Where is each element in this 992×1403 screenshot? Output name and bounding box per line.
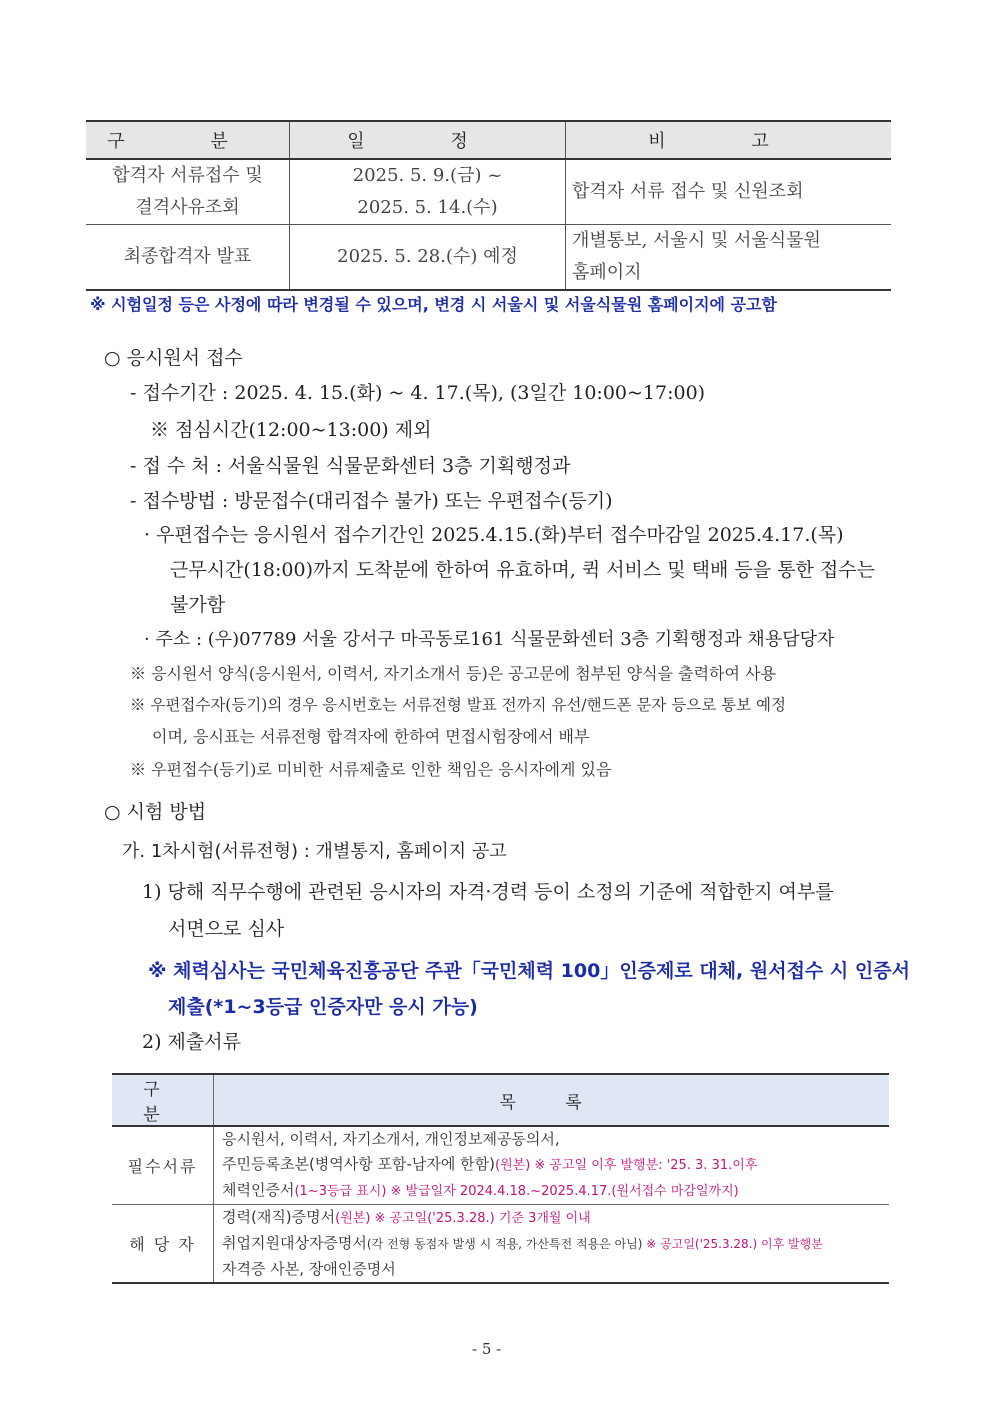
doc-text: 경력(재직)증명서 xyxy=(222,1208,336,1226)
docs-applicable-items xyxy=(214,1205,890,1284)
doc-line xyxy=(222,1152,889,1178)
doc-text: 체력인증서 xyxy=(222,1181,295,1199)
schedule-category-cell xyxy=(86,159,290,225)
exam-heading: ○ 시험 방법 xyxy=(104,801,207,823)
document-review-line2: 서면으로 심사 xyxy=(168,918,285,940)
postal-applicant-note-line1: ※ 우편접수자(등기)의 경우 응시번호는 서류전형 발표 전까지 유선/핸드폰 문자 등으로 통보 예정 xyxy=(130,696,786,714)
schedule-note-cell xyxy=(566,225,892,291)
document-review-line1: 1) 당해 직무수행에 관련된 응시자의 자격·경력 등이 소정의 기준에 적합한지 여부를 xyxy=(142,881,834,903)
documents-table xyxy=(112,1073,889,1284)
cell-text: 2025. 5. 9.(금) ~ xyxy=(352,165,503,186)
schedule-note-cell xyxy=(566,159,892,225)
postal-info-line1: · 우편접수는 응시원서 접수기간인 2025.4.15.(화)부터 접수마감일 2025.4.17.(목) xyxy=(144,524,844,546)
schedule-header-note: 비 고 xyxy=(566,121,892,159)
cell-text: 결격사유조회 xyxy=(135,197,240,218)
doc-text: 주민등록초본(병역사항 포함-남자에 한함) xyxy=(222,1155,495,1173)
fitness-note-line1: ※ 체력심사는 국민체육진흥공단 주관「국민체력 100」인증제로 대체, 원서접수 시 인증서 xyxy=(148,960,910,982)
application-period: - 접수기간 : 2025. 4. 15.(화) ~ 4. 17.(목), (3일간 10:00~17:00) xyxy=(130,382,706,404)
table-row xyxy=(112,1126,889,1205)
postal-info-line2: 근무시간(18:00)까지 도착분에 한하여 유효하며, 퀵 서비스 및 택배 등을 통한 접수는 xyxy=(170,559,875,581)
doc-highlight: (원본) ※ 공고일 이후 발행분: '25. 3. 31.이후 xyxy=(495,1158,758,1173)
schedule-header-date: 일 정 xyxy=(290,121,566,159)
doc-highlight: ※ 공고일('25.3.28.) 이후 발행분 xyxy=(642,1237,823,1251)
postal-applicant-note-line2: 이며, 응시표는 서류전형 합격자에 한하여 면접시험장에서 배부 xyxy=(152,727,590,746)
doc-highlight: (1~3등급 표시) ※ 발급일자 2024.4.18.~2025.4.17.(원서접수 마감일까지) xyxy=(294,1184,739,1199)
docs-header-list: 목 록 xyxy=(214,1074,890,1126)
responsibility-note: ※ 우편접수(등기)로 미비한 서류제출로 인한 책임은 응시자에게 있음 xyxy=(130,760,612,779)
docs-required-items xyxy=(214,1126,890,1205)
application-place: - 접 수 처 : 서울식물원 식물문화센터 3층 기획행정과 xyxy=(130,455,571,477)
cell-text: 홈페이지 xyxy=(572,262,642,283)
page-number: - 5 - xyxy=(472,1340,502,1358)
postal-info-line3: 불가함 xyxy=(170,594,226,616)
doc-line xyxy=(222,1205,889,1231)
table-row xyxy=(86,159,891,225)
doc-line: 자격증 사본, 장애인증명서 xyxy=(222,1260,396,1278)
application-method: - 접수방법 : 방문접수(대리접수 불가) 또는 우편접수(등기) xyxy=(130,490,613,512)
cell-text: 2025. 5. 14.(수) xyxy=(357,197,498,218)
lunch-note: ※ 점심시간(12:00~13:00) 제외 xyxy=(150,419,432,441)
postal-address: · 주소 : (우)07789 서울 강서구 마곡동로161 식물문화센터 3층 기획행정과 채용담당자 xyxy=(144,629,835,650)
doc-line xyxy=(222,1178,889,1204)
fitness-note-line2: 제출(*1~3등급 인증자만 응시 가능) xyxy=(168,996,478,1018)
schedule-header-category: 구 분 xyxy=(86,121,290,159)
required-docs-title: 2) 제출서류 xyxy=(142,1031,241,1053)
table-row xyxy=(112,1205,889,1284)
schedule-category-cell: 최종합격자 발표 xyxy=(86,225,290,291)
first-exam-title: 가. 1차시험(서류전형) : 개별통지, 홈페이지 공고 xyxy=(122,841,507,862)
doc-highlight: (원본) ※ 공고일('25.3.28.) 기준 3개월 이내 xyxy=(335,1211,591,1226)
doc-text-small: (각 전형 동점자 발생 시 적용, 가산특전 적용은 아님) xyxy=(366,1237,643,1251)
schedule-date-cell xyxy=(290,159,566,225)
doc-text: 취업지원대상자증명서 xyxy=(222,1234,367,1252)
doc-line: 응시원서, 이력서, 자기소개서, 개인정보제공동의서, xyxy=(222,1130,560,1148)
docs-category-applicable: 해 당 자 xyxy=(112,1205,214,1284)
table-row xyxy=(86,225,891,291)
doc-line xyxy=(222,1231,889,1257)
schedule-date-cell: 2025. 5. 28.(수) 예정 xyxy=(290,225,566,291)
cell-text: 합격자 서류접수 및 xyxy=(112,165,263,186)
cell-text: 합격자 서류 접수 및 신원조회 xyxy=(572,181,804,202)
application-heading: ○ 응시원서 접수 xyxy=(104,347,243,369)
form-note: ※ 응시원서 양식(응시원서, 이력서, 자기소개서 등)은 공고문에 첨부된 양식을 출력하여 사용 xyxy=(130,664,776,683)
schedule-change-note: ※ 시험일정 등은 사정에 따라 변경될 수 있으며, 변경 시 서울시 및 서울식물원 홈페이지에 공고함 xyxy=(90,295,777,314)
cell-text: 개별통보, 서울시 및 서울식물원 xyxy=(572,230,821,251)
schedule-table xyxy=(86,120,891,291)
docs-category-required: 필수서류 xyxy=(112,1126,214,1205)
docs-header-category: 구 분 xyxy=(112,1074,214,1126)
